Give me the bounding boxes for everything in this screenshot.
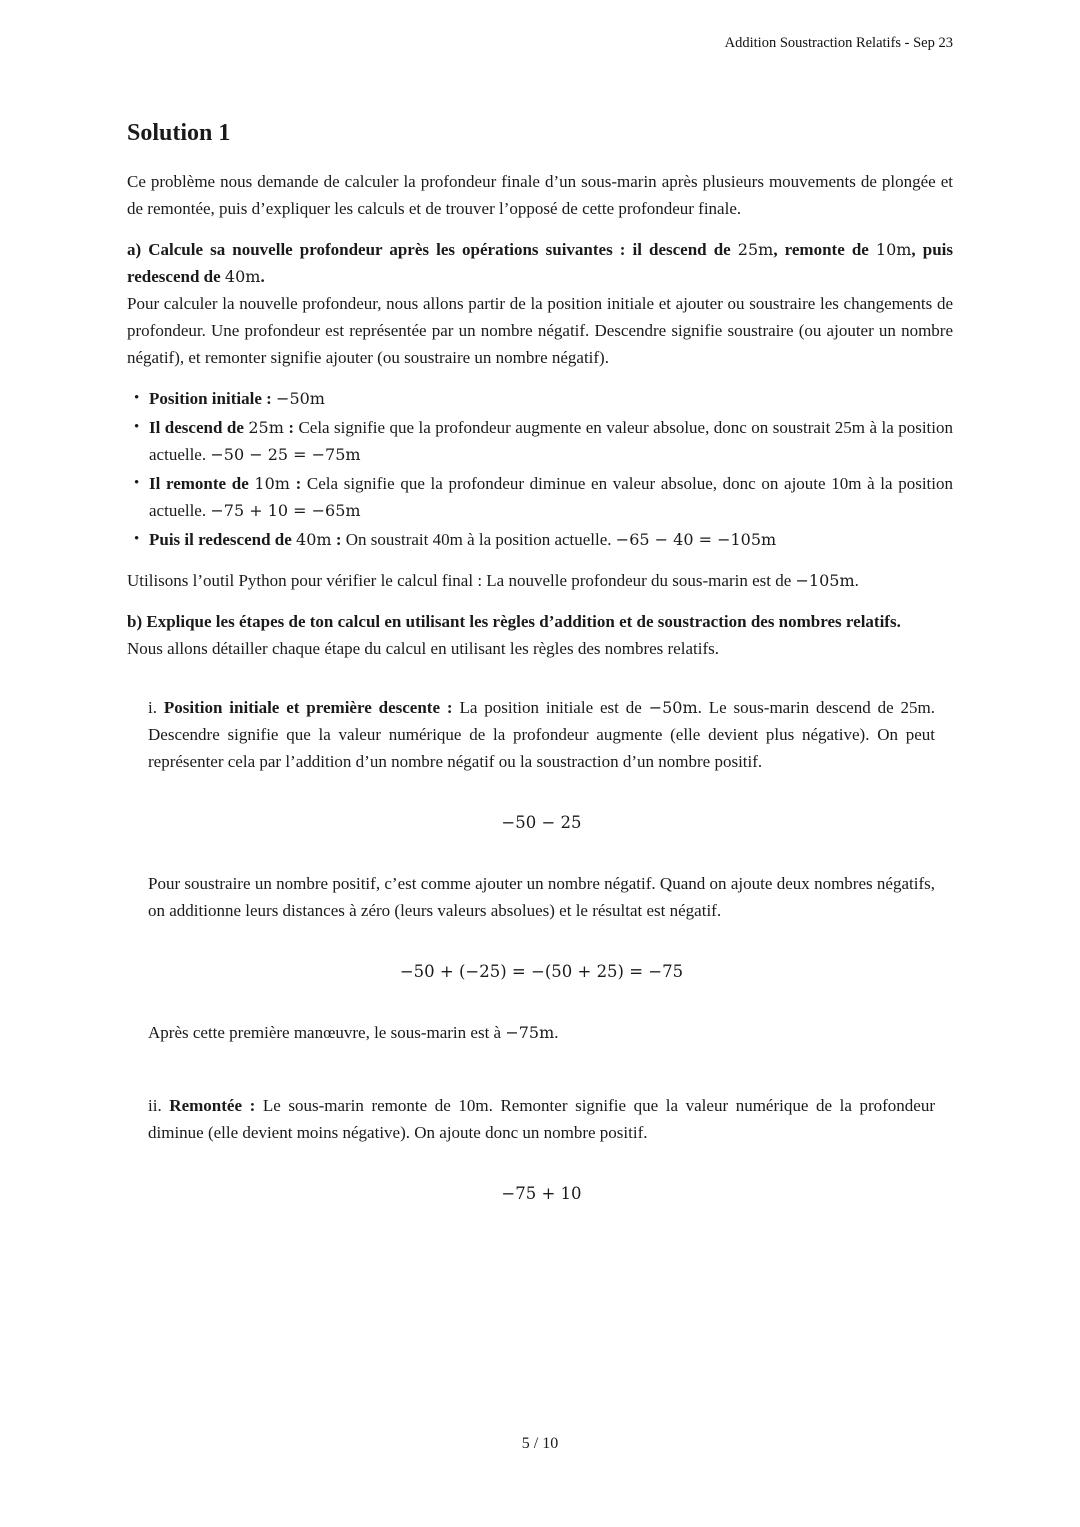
step-ii-paragraph: ii. Remontée : Le sous-marin remonte de 10m. Remonter signifie que la valeur numérique de la profondeur diminue (elle devient moins négative). On ajoute donc un nombre positif. [148,1096,935,1142]
step-i-paragraph: i. Position initiale et première descente : La position initiale est de −50m. Le sous-marin descend de 25m. Descendre signifie que la valeur numérique de la profondeur augmente (elle devient plus négative). On peut représenter cela par l’addition d’un nombre négatif ou la soustraction d’un nombre positif. [148,698,936,771]
page-number: 5 / 10 [521,1435,559,1452]
part-a-heading: a) Calcule sa nouvelle profondeur après les opérations suivantes : il descend de 25m, remonte de 10m, puis redescend de 40m. [127,240,953,286]
solution-title: Solution 1 [127,120,231,146]
part-b-intro: Nous allons détailler chaque étape du calcul en utilisant les règles des nombres relatifs. [127,639,719,658]
header-title: Addition Soustraction Relatifs - Sep 23 [724,35,953,51]
math-expression-2: −50 + (−25) = −(50 + 25) = −75 [399,962,684,981]
math-expression-1: −50 − 25 [501,813,582,832]
part-a-body: Pour calculer la nouvelle profondeur, nous allons partir de la position initiale et ajouter ou soustraire les changements de profondeur. Une profondeur est représentée par un nombre négatif. Descendre signifie soustraire (ou ajouter un nombre négatif), et remonter signifie ajouter (ou soustraire un nombre négatif). [127,294,953,367]
list-item-redescend-40m: • Puis il redescend de 40m : On soustrait 40m à la position actuelle. −65 − 40 = −105m [134,526,953,553]
page-footer [0,1430,1080,1457]
step-i-explanation: Pour soustraire un nombre positif, c’est comme ajouter un nombre négatif. Quand on ajoute deux nombres négatifs, on additionne leurs distances à zéro (leurs valeurs absolues) et le résultat est négatif. [148,874,935,920]
running-header [725,34,953,52]
calculation-steps-list [127,385,953,553]
math-expression-3: −75 + 10 [501,1184,582,1203]
list-item-position-initiale: • Position initiale : −50m [134,385,953,412]
part-b-heading: b) Explique les étapes de ton calcul en utilisant les règles d’addition et de soustraction des nombres relatifs. [127,612,901,631]
list-item-descend-25m: • Il descend de 25m : Cela signifie que la profondeur augmente en valeur absolue, donc on soustrait 25m à la position actuelle. −50 − 25 = −75m [134,414,953,468]
list-item-remonte-10m: • Il remonte de 10m : Cela signifie que la profondeur diminue en valeur absolue, donc on ajoute 10m à la position actuelle. −75 + 10 = −65m [134,470,953,524]
detailed-steps-section [127,694,953,1207]
step-i-result: Après cette première manœuvre, le sous-marin est à −75m. [148,1023,559,1042]
intro-paragraph: Ce problème nous demande de calculer la profondeur finale d’un sous-marin après plusieurs mouvements de plongée et de remontée, puis d’expliquer les calculs et de trouver l’opposé de cette profondeur finale. [127,172,953,218]
python-verification-paragraph: Utilisons l’outil Python pour vérifier le calcul final : La nouvelle profondeur du sous-marin est de −105m. [127,571,859,590]
